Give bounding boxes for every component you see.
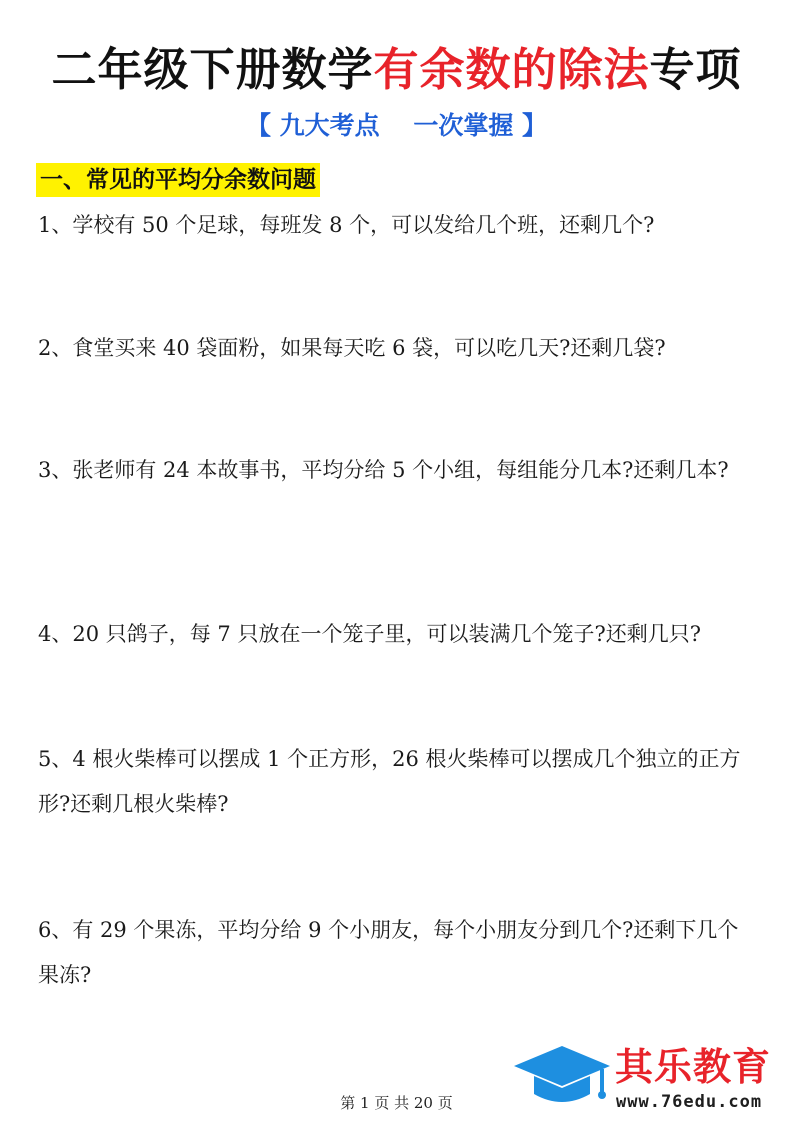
question-5: 5、4 根火柴棒可以摆成 1 个正方形，26 根火柴棒可以摆成几个独立的正方形?还剩几根火柴棒? bbox=[38, 747, 741, 816]
question-2: 2、食堂买来 40 袋面粉，如果每天吃 6 袋，可以吃几天?还剩几袋? bbox=[38, 336, 666, 360]
page-number: 第 1 页 共 20 页 bbox=[340, 1094, 453, 1112]
question-3: 3、张老师有 24 本故事书，平均分给 5 个小组，每组能分几本?还剩几本? bbox=[38, 458, 729, 482]
section-heading: 一、常见的平均分余数问题 bbox=[36, 163, 320, 197]
page-title bbox=[0, 40, 793, 100]
brand-url: www.76edu.com bbox=[616, 1092, 763, 1112]
question-4: 4、20 只鸽子，每 7 只放在一个笼子里，可以装满几个笼子?还剩几只? bbox=[38, 622, 701, 646]
title-part-3: 专项 bbox=[649, 43, 742, 96]
question-6: 6、有 29 个果冻，平均分给 9 个小朋友，每个小朋友分到几个?还剩下几个果冻? bbox=[38, 918, 739, 987]
brand-logo bbox=[512, 1042, 787, 1117]
graduation-cap-icon bbox=[512, 1042, 612, 1114]
question-1: 1、学校有 50 个足球，每班发 8 个，可以发给几个班，还剩几个? bbox=[38, 213, 655, 237]
title-part-1: 二年级下册数学 bbox=[51, 43, 374, 96]
brand-name: 其乐教育 bbox=[615, 1045, 772, 1089]
title-part-2: 有余数的除法 bbox=[373, 43, 650, 96]
page-subtitle: 【 九大考点 一次掌握 】 bbox=[245, 111, 548, 140]
